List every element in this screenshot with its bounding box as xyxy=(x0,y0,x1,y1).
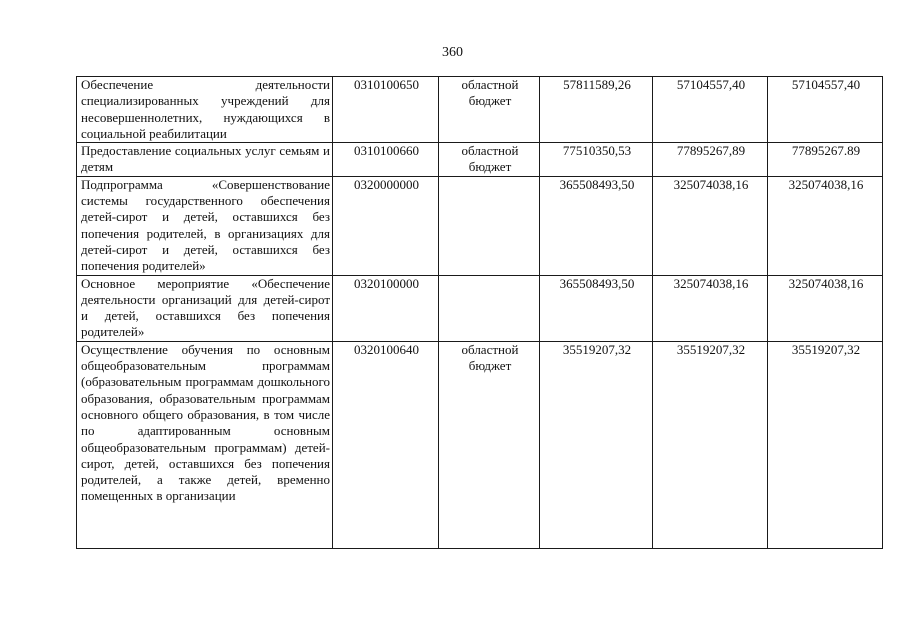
amount-cell-3: 77895267.89 xyxy=(768,143,883,177)
program-name-cell: Осуществление обучения по основным общеобразовательным программам (образовательным программам дошкольного образования, образовательным программам основного общего образования, в том числе по адаптированным основным общеобразовательным программам) детей-сирот, детей, оставшихся без попечения родителей, а также детей, временно помещенных в организации xyxy=(77,341,333,548)
table-row xyxy=(77,77,883,143)
budget-code-cell: 0310100660 xyxy=(333,143,439,177)
funding-source-cell: областной бюджет xyxy=(439,341,540,548)
budget-code-cell: 0320000000 xyxy=(333,176,439,275)
funding-source-cell: областной бюджет xyxy=(439,77,540,143)
amount-cell-2: 325074038,16 xyxy=(653,275,768,341)
amount-cell-3: 57104557,40 xyxy=(768,77,883,143)
budget-code-cell: 0320100640 xyxy=(333,341,439,548)
funding-source-cell: областной бюджет xyxy=(439,143,540,177)
budget-code-cell: 0310100650 xyxy=(333,77,439,143)
amount-cell-3: 325074038,16 xyxy=(768,275,883,341)
page-number: 360 xyxy=(442,45,463,60)
amount-cell-2: 325074038,16 xyxy=(653,176,768,275)
funding-source-cell xyxy=(439,176,540,275)
funding-source-cell xyxy=(439,275,540,341)
amount-cell-1: 365508493,50 xyxy=(540,275,653,341)
table-row xyxy=(77,176,883,275)
table-row xyxy=(77,275,883,341)
budget-table xyxy=(76,76,883,549)
table-row xyxy=(77,341,883,548)
amount-cell-3: 35519207,32 xyxy=(768,341,883,548)
program-name-cell: Основное мероприятие «Обеспечение деятельности организаций для детей-сирот и детей, оставшихся без попечения родителей» xyxy=(77,275,333,341)
amount-cell-2: 57104557,40 xyxy=(653,77,768,143)
amount-cell-2: 77895267,89 xyxy=(653,143,768,177)
amount-cell-1: 365508493,50 xyxy=(540,176,653,275)
amount-cell-3: 325074038,16 xyxy=(768,176,883,275)
table-row xyxy=(77,143,883,177)
program-name-cell: Подпрограмма «Совершенствование системы государственного обеспечения детей-сирот и детей, оставшихся без попечения родителей, в организациях для детей-сирот и детей, оставшихся без попечения родителей» xyxy=(77,176,333,275)
amount-cell-2: 35519207,32 xyxy=(653,341,768,548)
budget-code-cell: 0320100000 xyxy=(333,275,439,341)
amount-cell-1: 35519207,32 xyxy=(540,341,653,548)
program-name-cell: Обеспечение деятельности специализированных учреждений для несовершеннолетних, нуждающихся в социальной реабилитации xyxy=(77,77,333,143)
amount-cell-1: 77510350,53 xyxy=(540,143,653,177)
program-name-cell: Предоставление социальных услуг семьям и детям xyxy=(77,143,333,177)
amount-cell-1: 57811589,26 xyxy=(540,77,653,143)
